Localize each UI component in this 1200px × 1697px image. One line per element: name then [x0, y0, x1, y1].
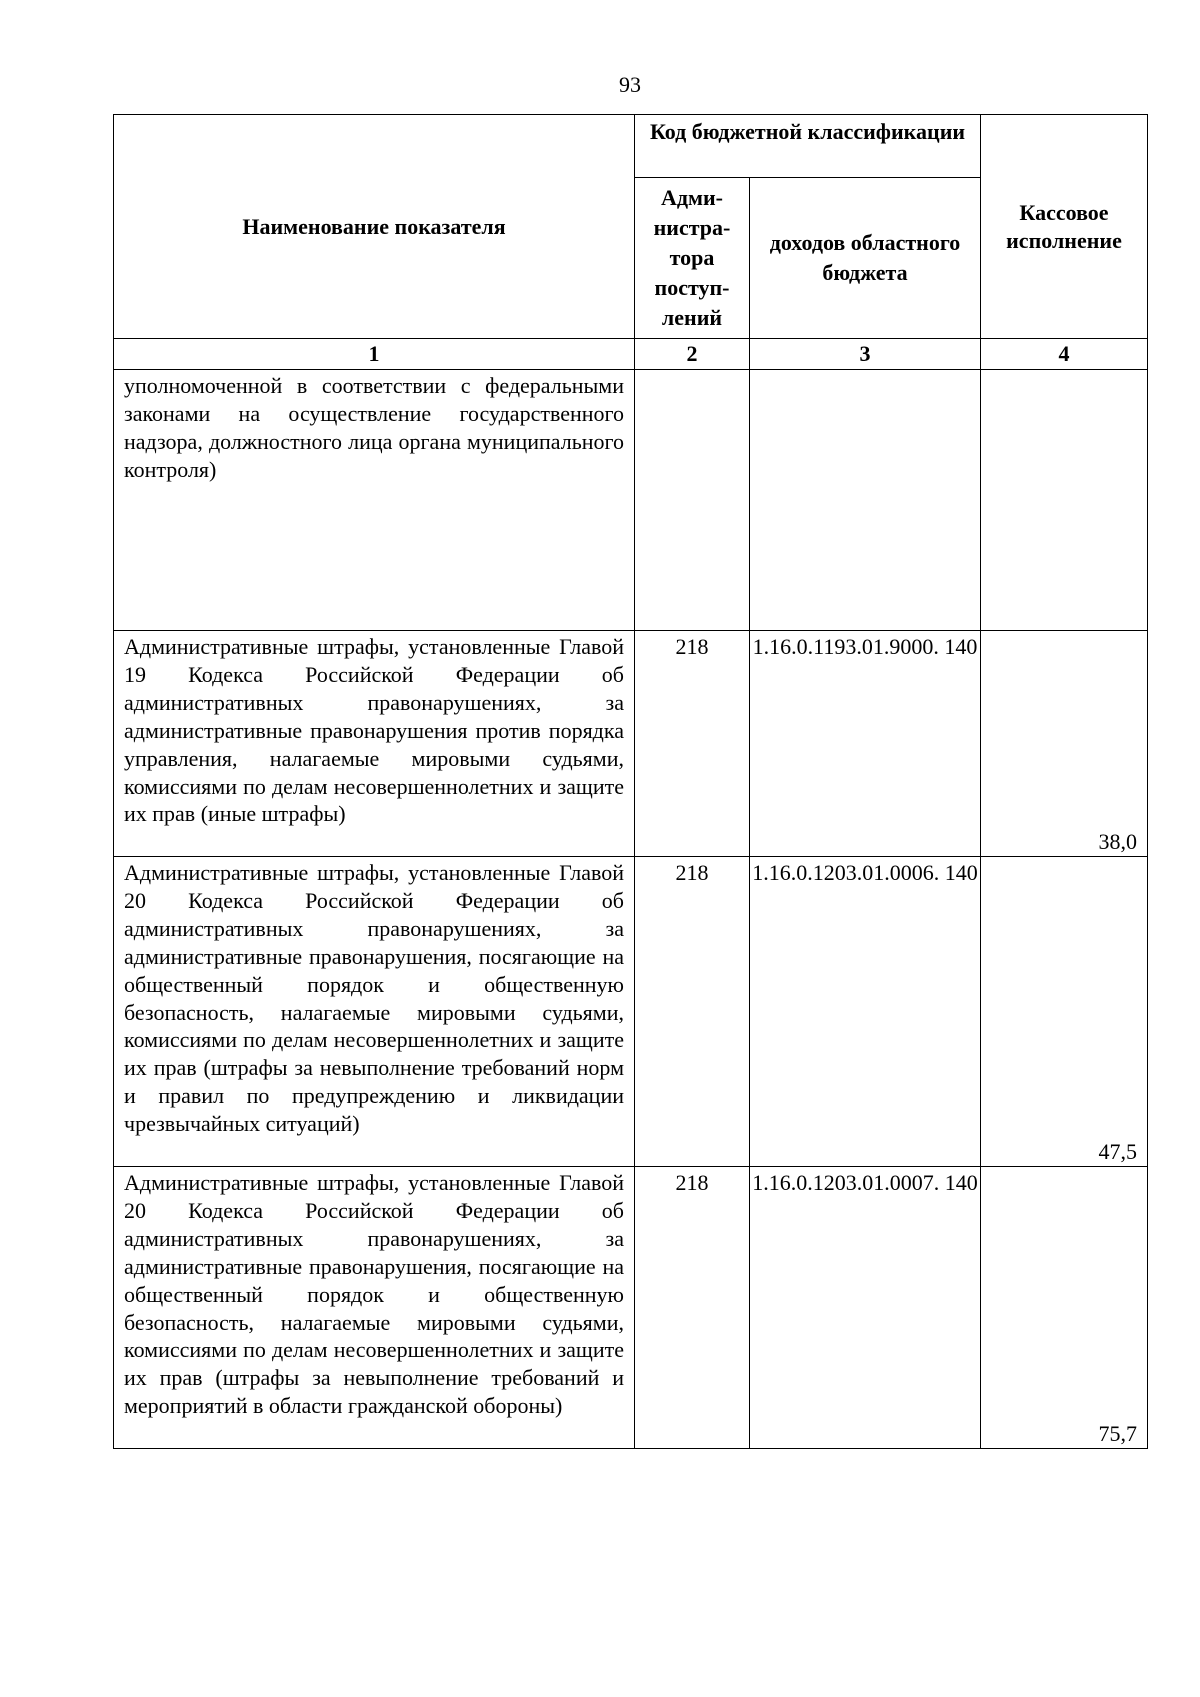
- income-code-cell: 1.16.0.1193.01.9000. 140: [750, 631, 981, 857]
- table-row: [114, 631, 1148, 857]
- budget-table: [113, 114, 1148, 1449]
- header-administrator: Адми-нистра-тора поступ-лений: [635, 178, 750, 339]
- indicator-name-cell: Административные штрафы, установленные Главой 19 Кодекса Российской Федерации об административных правонарушениях, за административные правонарушения против порядка управления, налагаемые мировыми судьями, комиссиями по делам несовершеннолетних и защите их прав (иные штрафы): [114, 631, 635, 857]
- administrator-code-cell: [635, 370, 750, 631]
- amount-cell: 38,0: [981, 631, 1148, 857]
- header-cash-execution: Кассовое исполнение: [981, 115, 1148, 339]
- header-income-code: доходов областного бюджета: [750, 178, 981, 339]
- indicator-name-cell: уполномоченной в соответствии с федеральными законами на осуществление государственного надзора, должностного лица органа муниципального контроля): [114, 370, 635, 631]
- amount-cell: 47,5: [981, 857, 1148, 1167]
- administrator-code-cell: 218: [635, 857, 750, 1167]
- header-budget-code-group: Код бюджетной классификации: [635, 115, 981, 178]
- table-row: [114, 1167, 1148, 1449]
- header-indicator-name: Наименование показателя: [114, 115, 635, 339]
- income-code-cell: 1.16.0.1203.01.0007. 140: [750, 1167, 981, 1449]
- column-number: 2: [635, 339, 750, 370]
- administrator-code-cell: 218: [635, 1167, 750, 1449]
- administrator-code-cell: 218: [635, 631, 750, 857]
- column-number: 1: [114, 339, 635, 370]
- amount-cell: 75,7: [981, 1167, 1148, 1449]
- column-number: 3: [750, 339, 981, 370]
- income-code-cell: [750, 370, 981, 631]
- amount-cell: [981, 370, 1148, 631]
- table-row: [114, 370, 1148, 631]
- page-number: 93: [619, 72, 641, 97]
- income-code-cell: 1.16.0.1203.01.0006. 140: [750, 857, 981, 1167]
- indicator-name-cell: Административные штрафы, установленные Главой 20 Кодекса Российской Федерации об административных правонарушениях, за административные правонарушения, посягающие на общественный порядок и общественную безопасность, налагаемые мировыми судьями, комиссиями по делам несовершеннолетних и защите их прав (штрафы за невыполнение требований норм и правил по предупреждению и ликвидации чрезвычайных ситуаций): [114, 857, 635, 1167]
- column-number: 4: [981, 339, 1148, 370]
- table-row: [114, 857, 1148, 1167]
- indicator-name-cell: Административные штрафы, установленные Главой 20 Кодекса Российской Федерации об административных правонарушениях, за административные правонарушения, посягающие на общественный порядок и общественную безопасность, налагаемые мировыми судьями, комиссиями по делам несовершеннолетних и защите их прав (штрафы за невыполнение требований и мероприятий в области гражданской обороны): [114, 1167, 635, 1449]
